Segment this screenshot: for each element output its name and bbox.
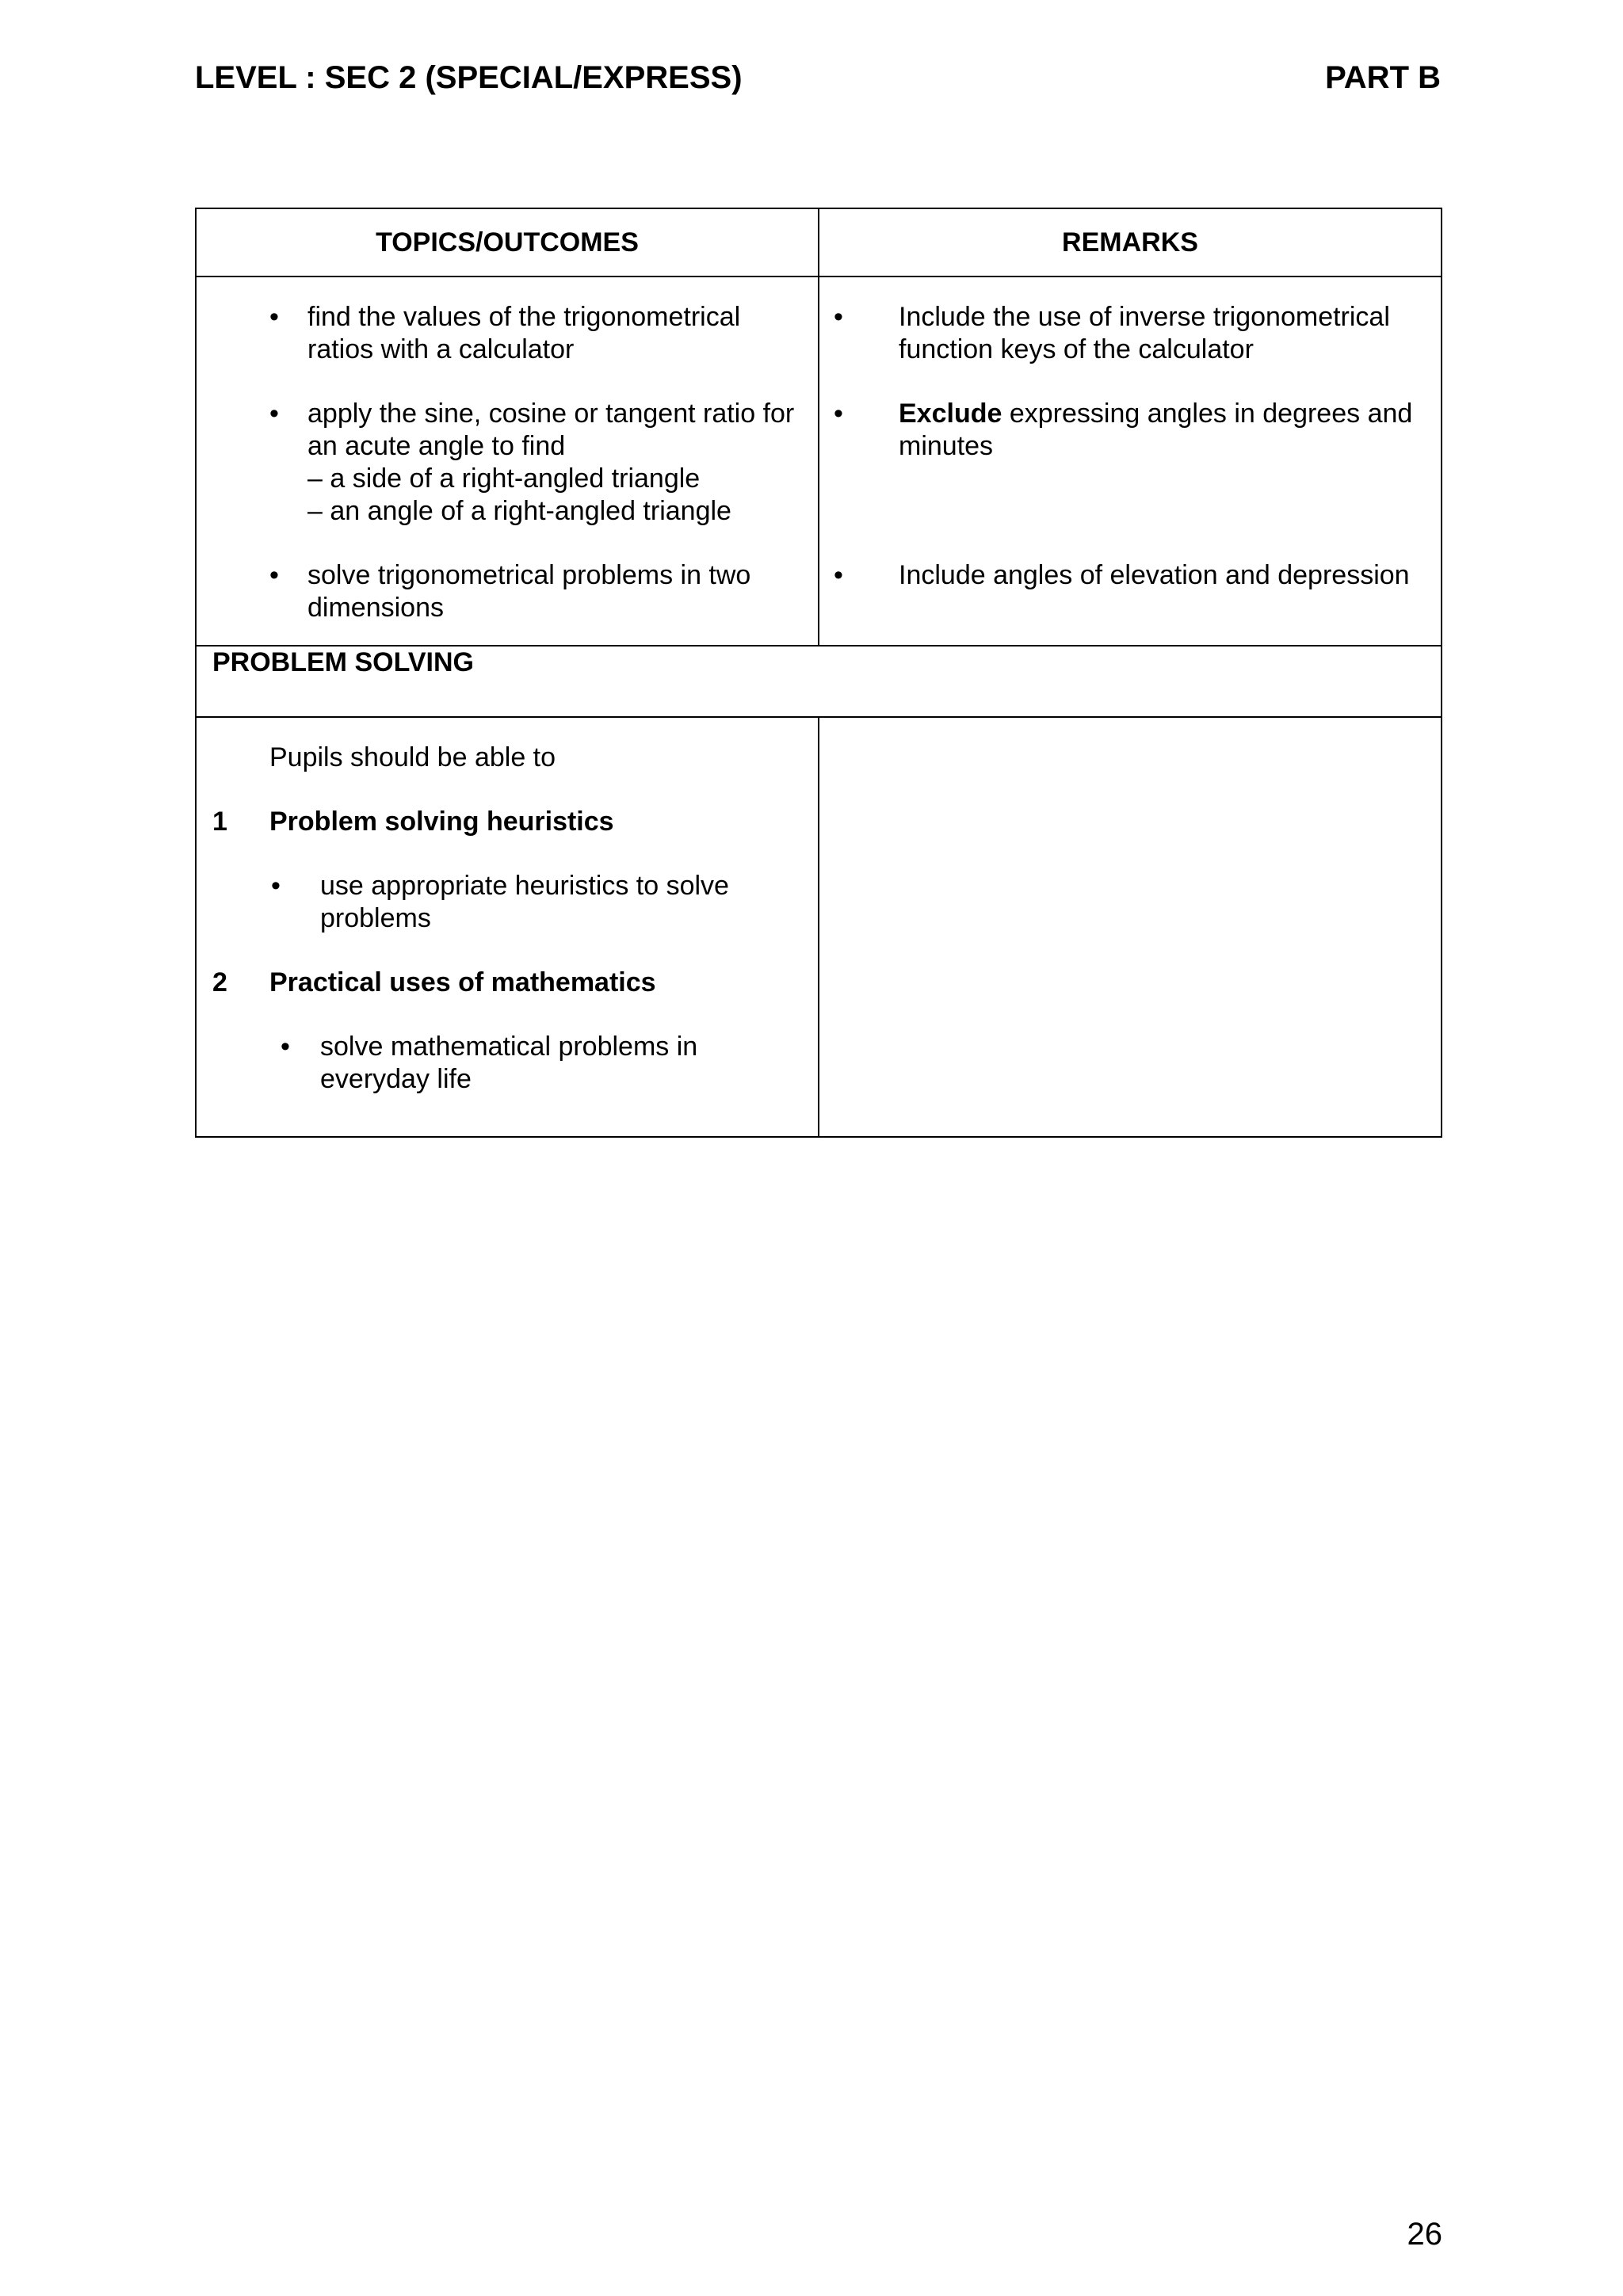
remarks-cell [819, 277, 1442, 646]
topic-line: dimensions [307, 593, 444, 623]
ps-line: solve mathematical problems in [320, 1032, 698, 1062]
level-label: LEVEL : SEC 2 (SPECIAL/EXPRESS) [195, 60, 743, 95]
topics-cell [196, 277, 819, 646]
topic-line: find the values of the trigonometrical [307, 302, 741, 332]
topic-item [197, 301, 818, 366]
part-label: PART B [1325, 60, 1441, 95]
topic-line: an acute angle to find [307, 431, 566, 461]
item-heading: Practical uses of mathematics [269, 967, 656, 997]
bullet-icon: • [269, 399, 279, 429]
problem-solving-row [196, 717, 1442, 1137]
topic-line: solve trigonometrical problems in two [307, 560, 751, 590]
topic-line: – a side of a right-angled triangle [307, 463, 701, 494]
remark-item [819, 559, 1441, 592]
bullet-icon: • [834, 399, 843, 429]
ps-bullet-item [197, 1031, 818, 1096]
numbered-heading [197, 806, 818, 838]
topics-column-header: TOPICS/OUTCOMES [196, 208, 819, 277]
bullet-icon: • [269, 560, 279, 590]
remark-item [819, 301, 1441, 366]
bullet-icon: • [269, 302, 279, 332]
topic-line: ratios with a calculator [307, 334, 575, 364]
remark-bold: Exclude [899, 399, 1002, 429]
trigonometry-row [196, 277, 1442, 646]
remark-line [899, 398, 1425, 430]
topic-line: – an angle of a right-angled triangle [307, 496, 731, 526]
page-number: 26 [1407, 2217, 1442, 2252]
topic-item [197, 559, 818, 624]
remark-line: Include angles of elevation and depression [899, 560, 1410, 590]
bullet-icon: • [834, 560, 843, 590]
bullet-icon: • [271, 871, 281, 901]
remark-line: Include the use of inverse trigonometrical [899, 302, 1390, 332]
topic-line: apply the sine, cosine or tangent ratio for [307, 399, 795, 429]
page-header [195, 60, 1441, 96]
problem-solving-remarks-cell [819, 717, 1442, 1137]
remark-text: expressing angles in degrees and [1002, 399, 1413, 429]
remark-item [819, 398, 1441, 463]
syllabus-table [195, 208, 1442, 1138]
bullet-icon: • [834, 302, 843, 332]
remarks-column-header: REMARKS [819, 208, 1442, 277]
ps-bullet-item [197, 870, 818, 935]
table-header-row [196, 208, 1442, 277]
item-number: 1 [212, 807, 227, 837]
problem-solving-topics-cell [196, 717, 819, 1137]
remark-line: function keys of the calculator [899, 334, 1254, 364]
intro-text: Pupils should be able to [269, 742, 556, 772]
ps-line: use appropriate heuristics to solve [320, 871, 729, 901]
intro-line [197, 742, 818, 774]
topic-item [197, 398, 818, 528]
problem-solving-title: PROBLEM SOLVING [196, 646, 1442, 717]
problem-solving-header-row [196, 646, 1442, 717]
item-number: 2 [212, 967, 227, 997]
item-heading: Problem solving heuristics [269, 807, 614, 837]
numbered-heading [197, 967, 818, 999]
bullet-icon: • [281, 1032, 290, 1062]
ps-line: problems [320, 903, 431, 933]
remark-line: minutes [899, 431, 994, 461]
ps-line: everyday life [320, 1064, 472, 1094]
